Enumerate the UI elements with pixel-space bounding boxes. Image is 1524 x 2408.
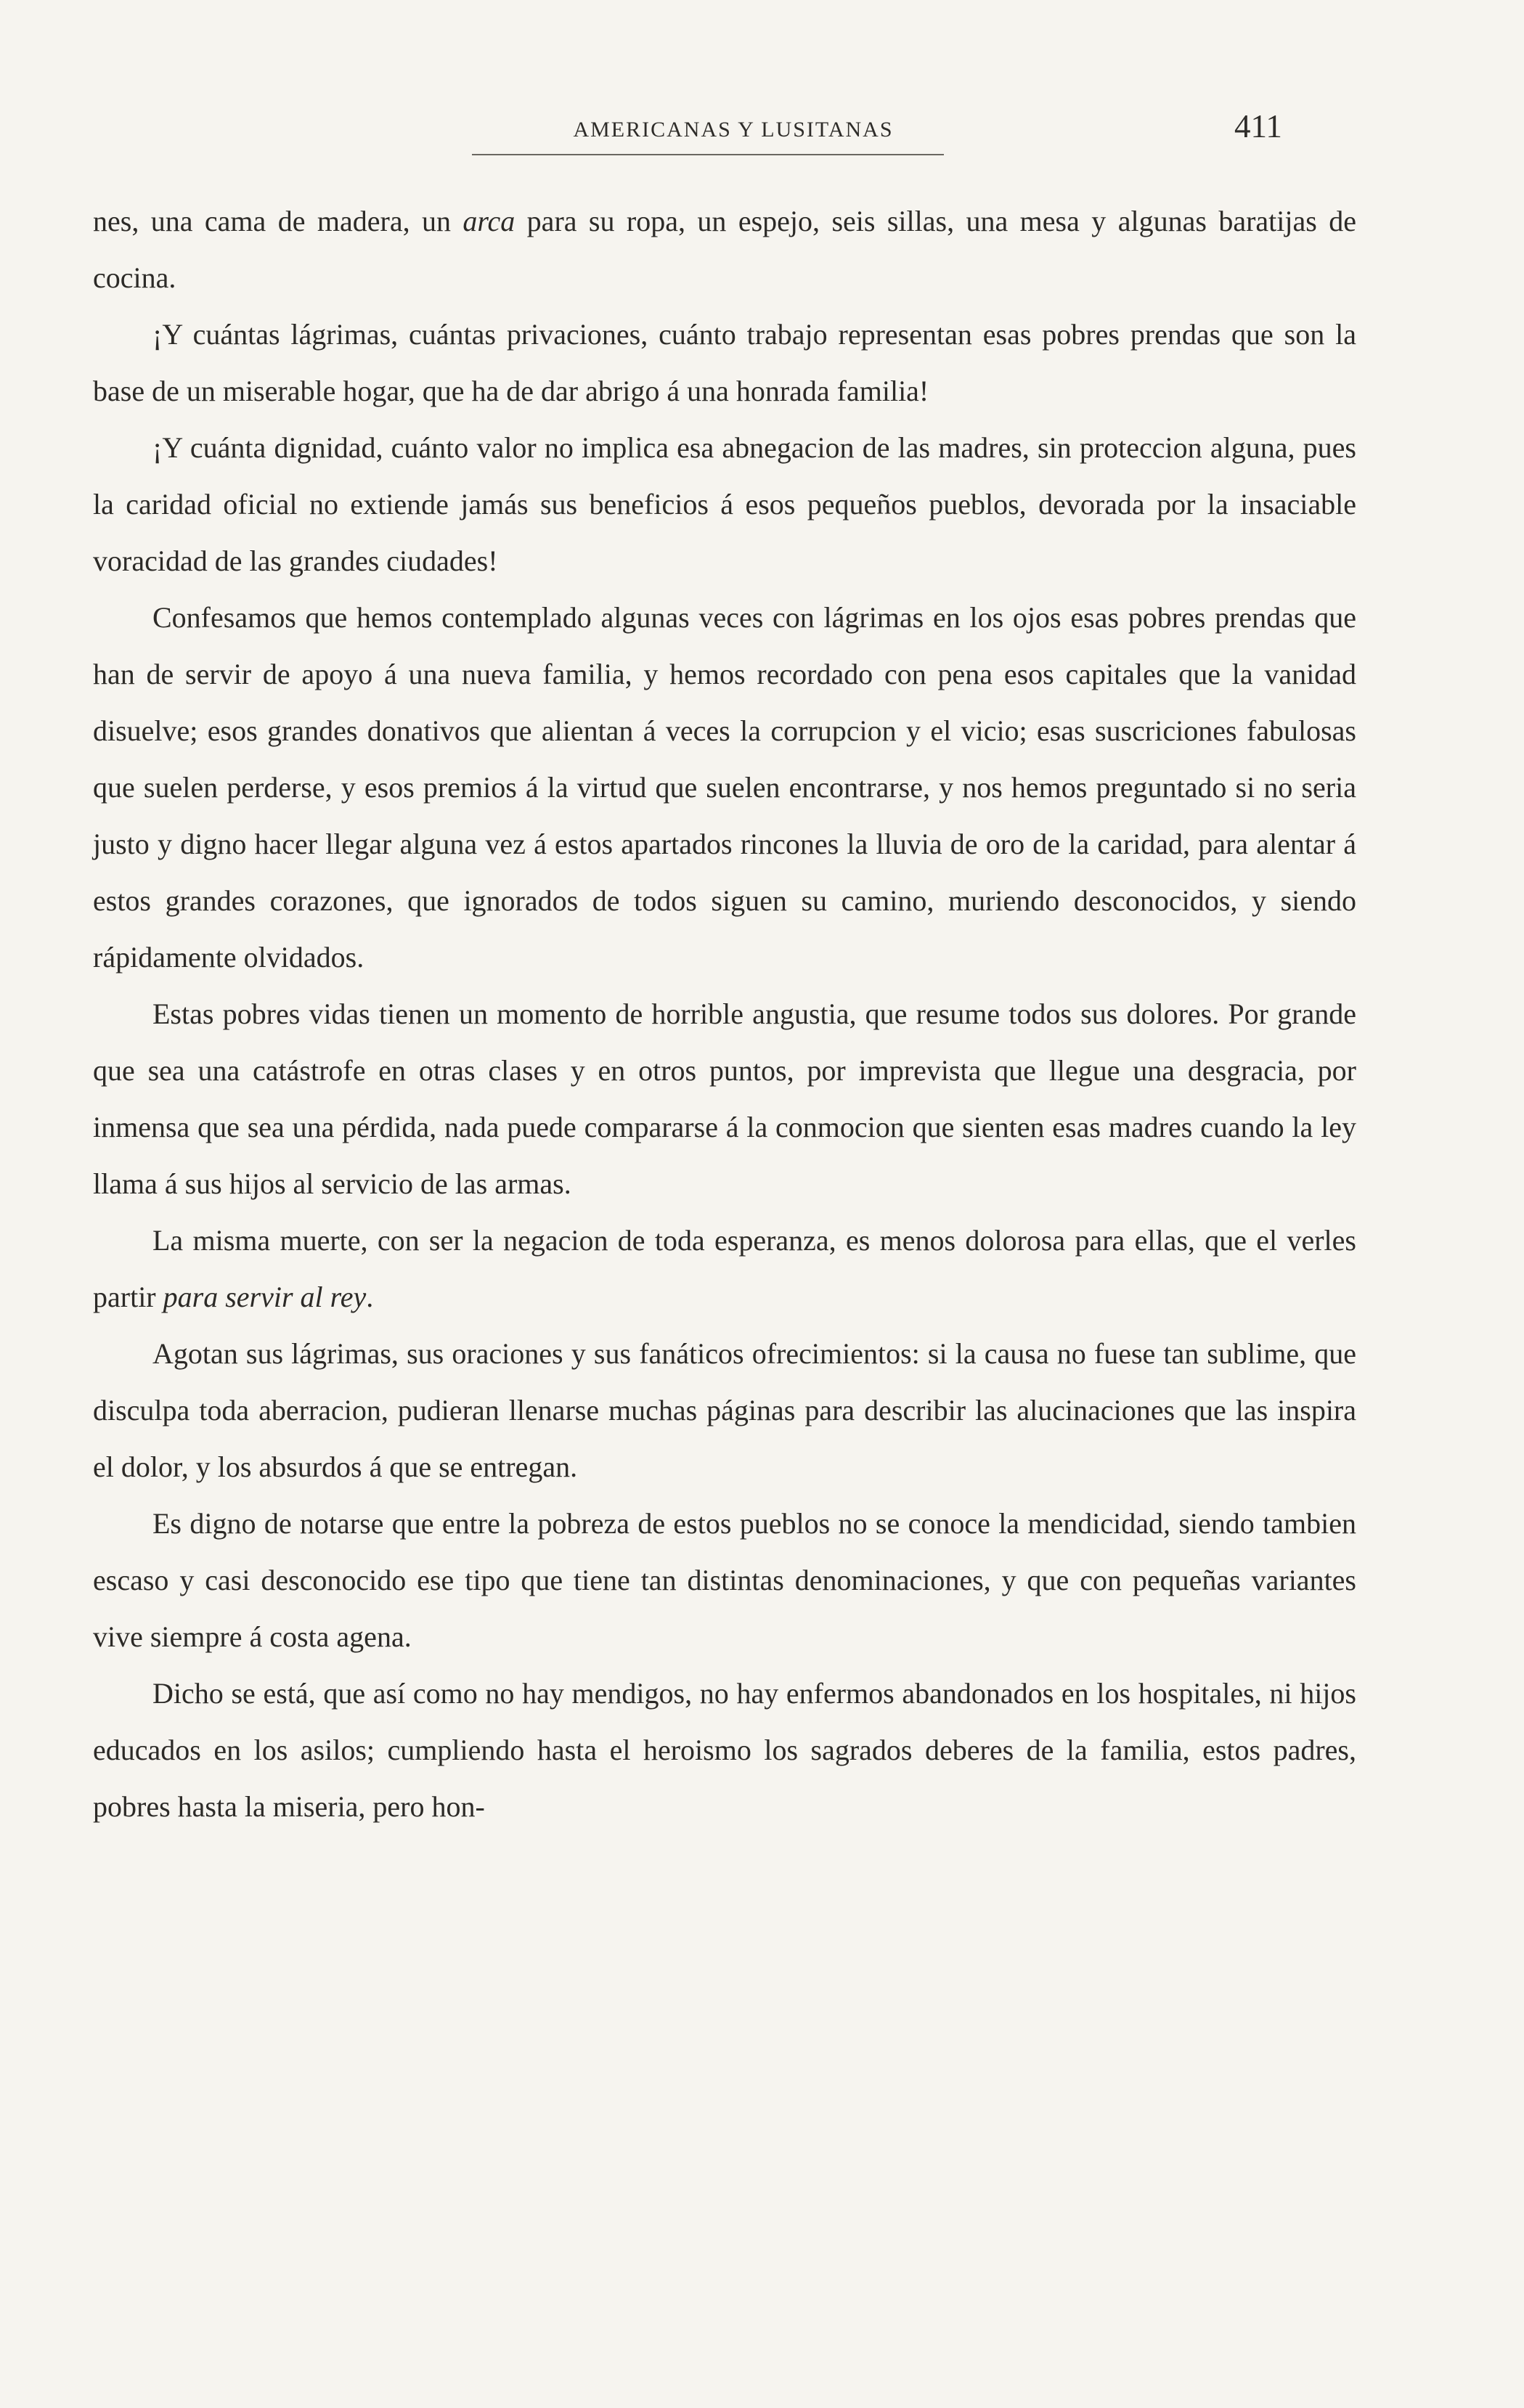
- paragraph: Agotan sus lágrimas, sus oraciones y sus fanáticos ofrecimientos: si la causa no fuese tan sublime, que disculpa toda aberracion, pudieran llenarse muchas páginas para describir las alucinaciones que las inspira el dolor, y los absurdos á que se entregan.: [93, 1337, 1356, 1483]
- header-rule: [472, 154, 944, 155]
- paragraph: ¡Y cuánta dignidad, cuánto valor no implica esa abnegacion de las madres, sin proteccion alguna, pues la caridad oficial no extiende jamás sus beneficios á esos pequeños pueblos, devorada por la insaciable voracidad de las grandes ciudades!: [93, 431, 1356, 577]
- paragraph-text: para su ropa, un espejo, seis sillas, una mesa y algunas baratijas de cocina.: [93, 205, 1356, 294]
- paragraph-text: .: [366, 1281, 374, 1313]
- page-number: 411: [1234, 108, 1282, 144]
- paragraph: Confesamos que hemos contemplado algunas veces con lágrimas en los ojos esas pobres prendas que han de servir de apoyo á una nueva familia, y hemos recordado con pena esos capitales que la vanidad disuelve; esos grandes donativos que alientan á veces la corrupcion y el vicio; esas suscriciones fabulosas que suelen perderse, y esos premios á la virtud que suelen encontrarse, y nos hemos preguntado si no seria justo y digno hacer llegar alguna vez á estos apartados rincones la lluvia de oro de la caridad, para alentar á estos grandes corazones, que ignorados de todos siguen su camino, muriendo desconocidos, y siendo rápidamente olvidados.: [93, 601, 1356, 974]
- paragraph: Estas pobres vidas tienen un momento de horrible angustia, que resume todos sus dolores. Por grande que sea una catástrofe en otras clases y en otros puntos, por imprevista que llegue una desgracia, por inmensa que sea una pérdida, nada puede compararse á la conmocion que sienten esas madres cuando la ley llama á sus hijos al servicio de las armas.: [93, 997, 1356, 1200]
- italic-phrase: para servir al rey: [163, 1281, 367, 1313]
- italic-word: arca: [463, 205, 516, 237]
- running-title: AMERICANAS Y LUSITANAS: [573, 118, 894, 142]
- paragraph: ¡Y cuántas lágrimas, cuántas privaciones, cuánto trabajo representan esas pobres prendas que son la base de un miserable hogar, que ha de dar abrigo á una honrada familia!: [93, 318, 1356, 407]
- paragraph: Dicho se está, que así como no hay mendigos, no hay enfermos abandonados en los hospitales, ni hijos educados en los asilos; cumpliendo hasta el heroismo los sagrados deberes de la familia, estos padres, pobres hasta la miseria, pero hon-: [93, 1677, 1356, 1823]
- paragraph-text: nes, una cama de madera, un: [93, 205, 463, 237]
- body-text: [93, 193, 1356, 1835]
- paragraph-continuation: [93, 193, 1356, 306]
- paragraph-text: La misma muerte, con ser la negacion de toda esperanza, es menos dolorosa para ellas, que el verles partir: [93, 1224, 1356, 1313]
- paragraph: Es digno de notarse que entre la pobreza de estos pueblos no se conoce la mendicidad, siendo tambien escaso y casi desconocido ese tipo que tiene tan distintas denominaciones, y que con pequeñas variantes vive siempre á costa agena.: [93, 1507, 1356, 1653]
- paragraph: [93, 1212, 1356, 1326]
